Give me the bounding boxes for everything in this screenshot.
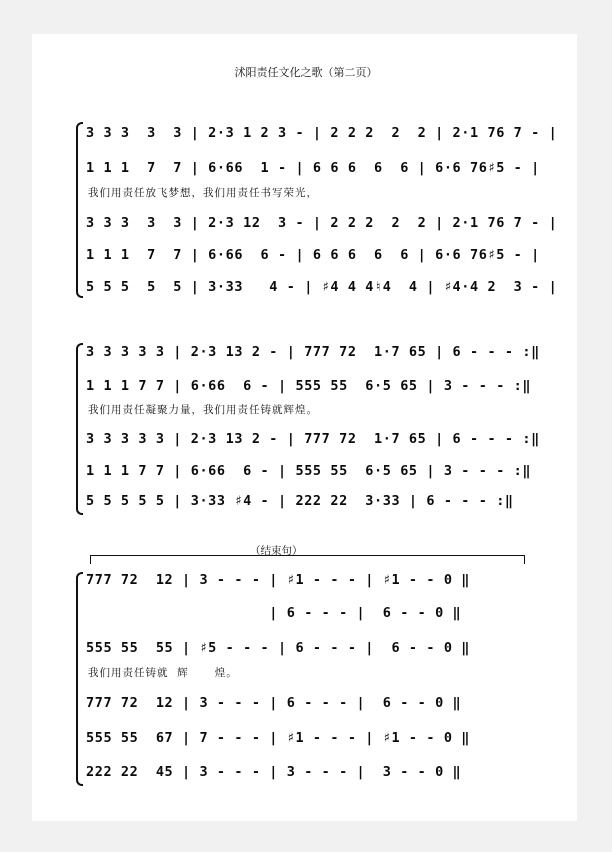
staff-row: 1 1 1 7 7 | 6·66 6 - | 6 6 6 6 6 | 6·6 76♯5 - |	[86, 247, 540, 263]
staff-row: | 6 - - - | 6 - - 0 ‖	[86, 605, 462, 621]
staff-row: 3 3 3 3 3 | 2·3 13 2 - | 777 72 1·7 65 | 6 - - - :‖	[86, 431, 540, 447]
section-2-brace	[76, 343, 83, 515]
section-1-brace	[76, 122, 83, 298]
page-title: 沭阳责任文化之歌（第二页）	[234, 66, 378, 79]
ending-bracket	[90, 555, 525, 564]
staff-row: 3 3 3 3 3 | 2·3 1 2 3 - | 2 2 2 2 2 | 2·1 76 7 - |	[86, 125, 558, 141]
section-3-brace	[76, 572, 83, 786]
staff-row: 1 1 1 7 7 | 6·66 6 - | 555 55 6·5 65 | 3 - - - :‖	[86, 378, 532, 394]
staff-row: 1 1 1 7 7 | 6·66 1 - | 6 6 6 6 6 | 6·6 76♯5 - |	[86, 160, 540, 176]
lyric-line: 我们用责任铸就 辉 煌。	[88, 667, 238, 679]
ending-label: （结束句）	[250, 545, 303, 557]
lyric-line: 我们用责任放飞梦想，我们用责任书写荣光，	[88, 187, 318, 199]
staff-row: 3 3 3 3 3 | 2·3 13 2 - | 777 72 1·7 65 | 6 - - - :‖	[86, 344, 540, 360]
staff-row: 5 5 5 5 5 | 3·33 4 - | ♯4 4 4♮4 4 | ♯4·4 2 3 - |	[86, 279, 558, 295]
staff-row: 1 1 1 7 7 | 6·66 6 - | 555 55 6·5 65 | 3 - - - :‖	[86, 463, 532, 479]
staff-row: 777 72 12 | 3 - - - | ♯1 - - - | ♯1 - - 0 ‖	[86, 572, 471, 588]
staff-row: 222 22 45 | 3 - - - | 3 - - - | 3 - - 0 ‖	[86, 764, 462, 780]
staff-row: 555 55 67 | 7 - - - | ♯1 - - - | ♯1 - - 0 ‖	[86, 730, 471, 746]
staff-row: 3 3 3 3 3 | 2·3 12 3 - | 2 2 2 2 2 | 2·1 76 7 - |	[86, 215, 558, 231]
staff-row: 777 72 12 | 3 - - - | 6 - - - | 6 - - 0 ‖	[86, 695, 462, 711]
staff-row: 5 5 5 5 5 | 3·33 ♯4 - | 222 22 3·33 | 6 - - - :‖	[86, 493, 514, 509]
staff-row: 555 55 55 | ♯5 - - - | 6 - - - | 6 - - 0 ‖	[86, 640, 471, 656]
lyric-line: 我们用责任凝聚力量，我们用责任铸就辉煌。	[88, 404, 318, 416]
